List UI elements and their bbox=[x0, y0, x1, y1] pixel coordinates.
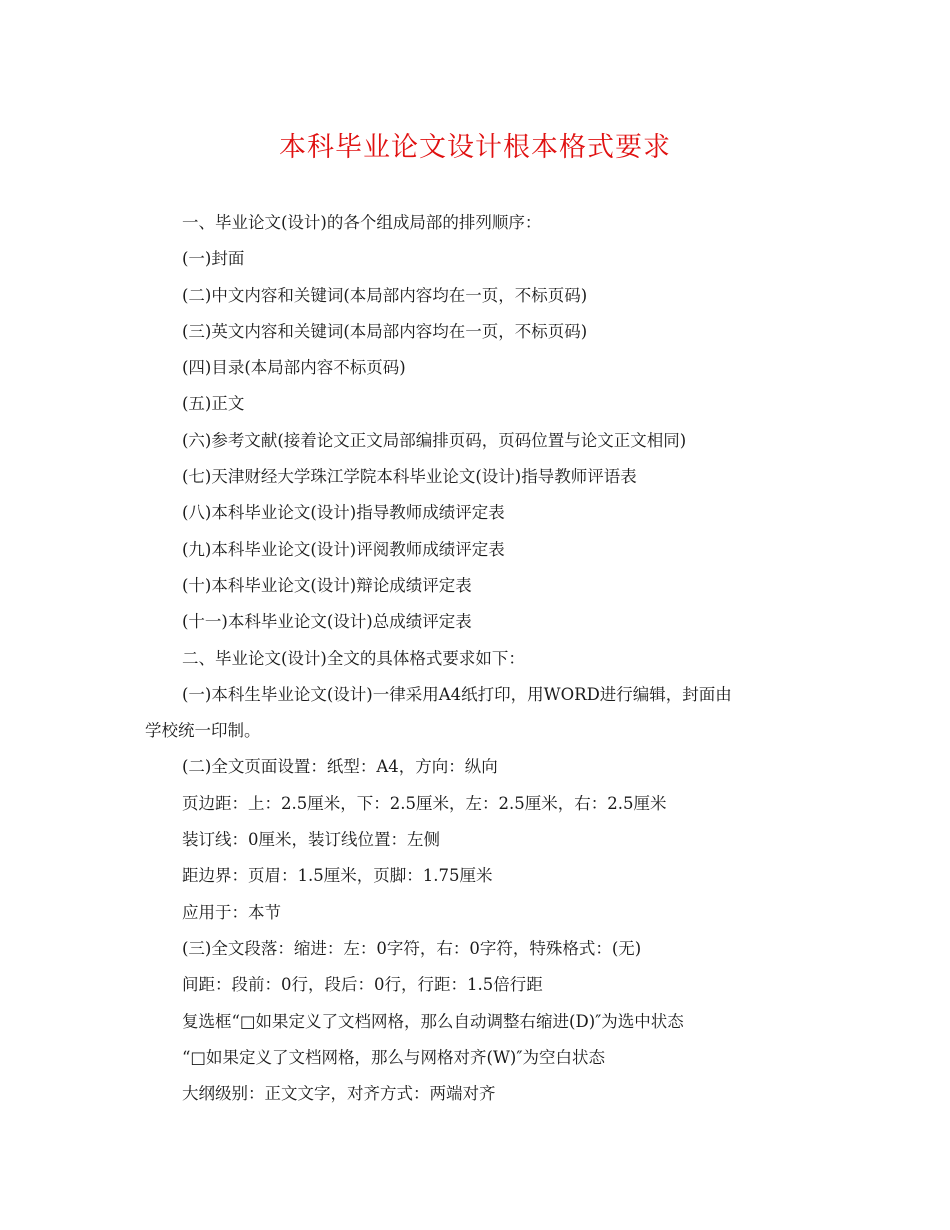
text-line: (四)目录(本局部内容不标页码) bbox=[182, 358, 406, 378]
text-line: (三)英文内容和关键词(本局部内容均在一页，不标页码) bbox=[182, 321, 588, 341]
text-line: (三)全文段落：缩进：左：0字符，右：0字符，特殊格式：(无) bbox=[182, 938, 642, 958]
text-line: 二、毕业论文(设计)全文的具体格式要求如下： bbox=[182, 648, 525, 668]
text-line: (九)本科毕业论文(设计)评阅教师成绩评定表 bbox=[182, 539, 505, 559]
text-line: 复选框“□如果定义了文档网格，那么自动调整右缩进(D)″为选中状态 bbox=[182, 1011, 684, 1031]
text-line: (一)封面 bbox=[182, 249, 245, 269]
text-line: 装订线：0厘米，装订线位置：左侧 bbox=[182, 830, 440, 850]
text-line: (五)正文 bbox=[182, 394, 245, 414]
document-body bbox=[145, 205, 815, 1112]
text-line: (一)本科生毕业论文(设计)一律采用A4纸打印，用WORD进行编辑，封面由 bbox=[182, 684, 732, 704]
text-line: 应用于：本节 bbox=[182, 902, 281, 922]
text-line-continuation: 学校统一印制。 bbox=[145, 721, 261, 741]
text-line: (八)本科毕业论文(设计)指导教师成绩评定表 bbox=[182, 503, 505, 523]
text-line: 页边距：上：2.5厘米，下：2.5厘米，左：2.5厘米，右：2.5厘米 bbox=[182, 793, 667, 813]
text-line: (二)中文内容和关键词(本局部内容均在一页，不标页码) bbox=[182, 285, 588, 305]
text-line: (十一)本科毕业论文(设计)总成绩评定表 bbox=[182, 612, 472, 632]
document-title: 本科毕业论文设计根本格式要求 bbox=[279, 132, 671, 163]
text-line: 距边界：页眉：1.5厘米，页脚：1.75厘米 bbox=[182, 866, 493, 886]
text-line: (七)天津财经大学珠江学院本科毕业论文(设计)指导教师评语表 bbox=[182, 467, 637, 487]
text-line: (二)全文页面设置：纸型：A4，方向：纵向 bbox=[182, 757, 498, 777]
text-line: 大纲级别：正文文字，对齐方式：两端对齐 bbox=[182, 1084, 496, 1104]
text-line: 一、毕业论文(设计)的各个组成局部的排列顺序： bbox=[182, 213, 542, 232]
text-line: (六)参考文献(接着论文正文局部编排页码，页码位置与论文正文相同) bbox=[182, 430, 687, 450]
text-line: “□如果定义了文档网格，那么与网格对齐(W)″为空白状态 bbox=[182, 1047, 606, 1067]
text-line: (十)本科毕业论文(设计)辩论成绩评定表 bbox=[182, 575, 472, 595]
text-line: 间距：段前：0行，段后：0行，行距：1.5倍行距 bbox=[182, 975, 543, 995]
